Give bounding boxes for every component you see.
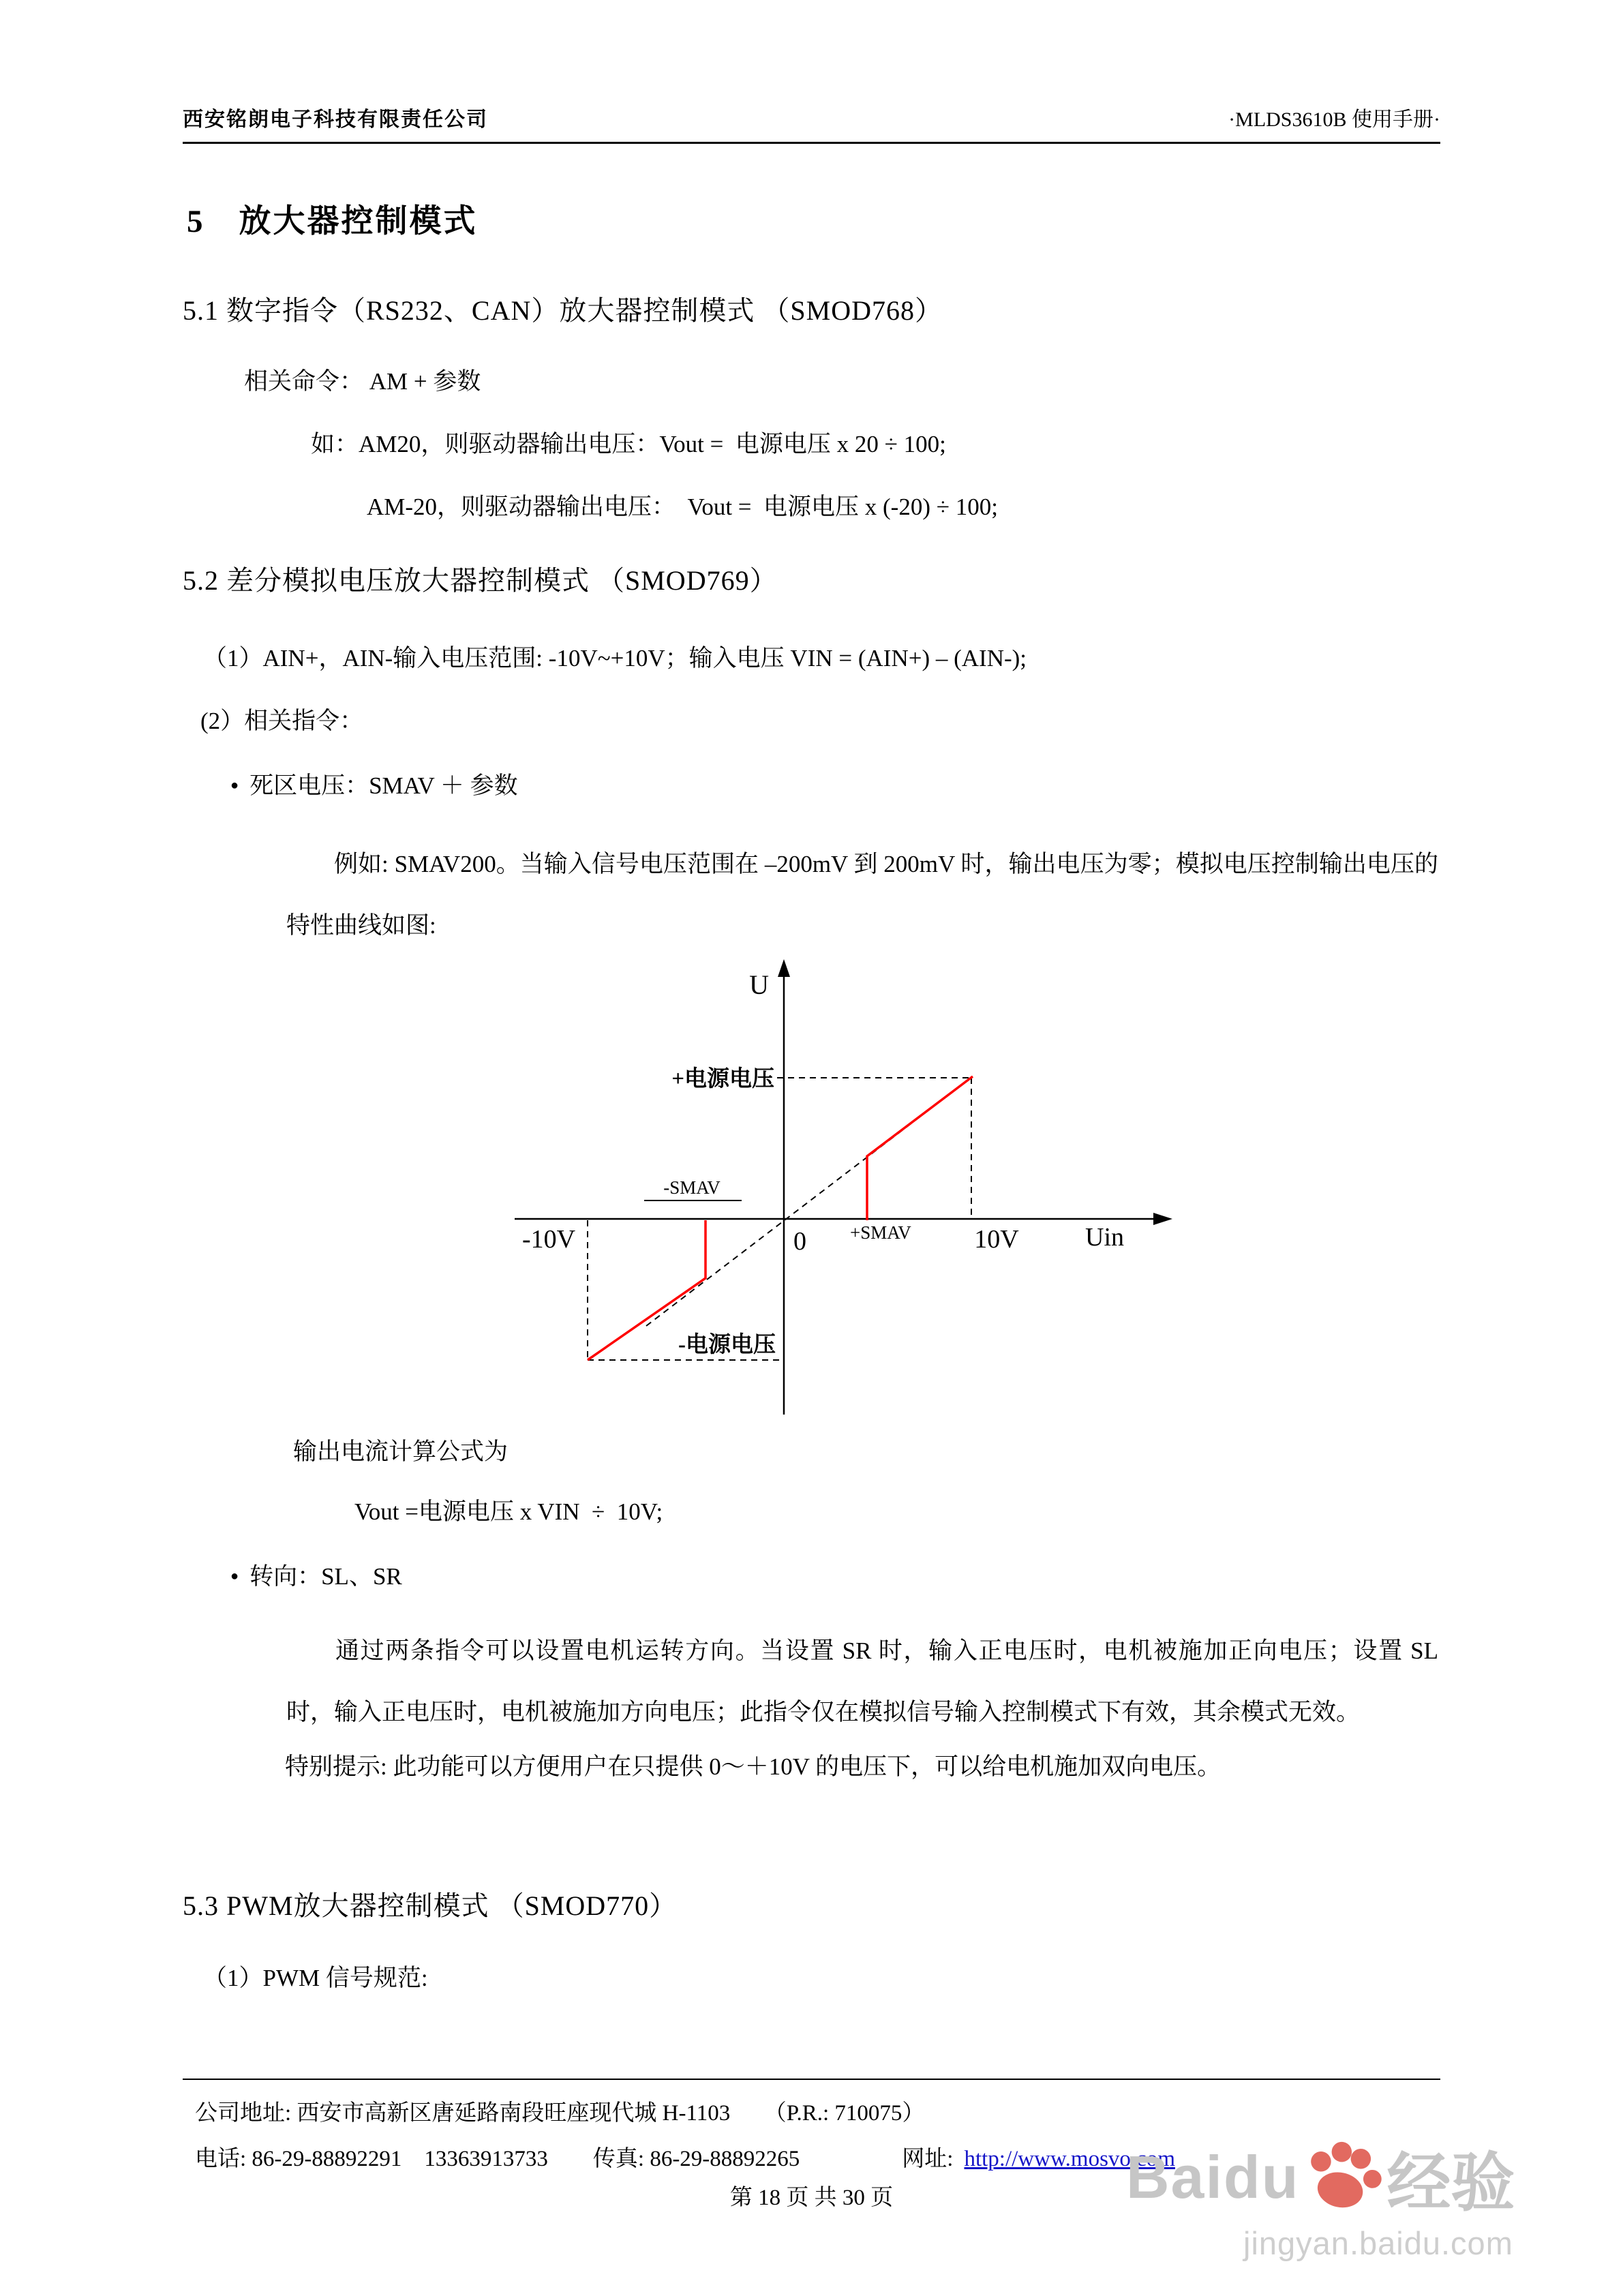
- formula-intro-line: 输出电流计算公式为: [293, 1438, 509, 1465]
- smav-pos-label: +SMAV: [850, 1222, 911, 1243]
- x-axis-arrow-icon: [1153, 1213, 1172, 1225]
- footer-phone-fax: 电话: 86-29-88892291 13363913733 传真: 86-29-88892265: [195, 2147, 800, 2172]
- page-number: 第 18 页 共 30 页: [729, 2186, 894, 2211]
- footer-address-line: 公司地址: 西安市高新区唐延路南段旺座现代城 H-1103 （P.R.: 710075）: [195, 2100, 925, 2126]
- transfer-curve-positive: [867, 1076, 973, 1220]
- supply-pos-label: +电源电压: [671, 1066, 774, 1091]
- header-company: 西安铭朗电子科技有限责任公司: [183, 108, 488, 131]
- deadzone-command-label: 死区电压：SMAV ＋ 参数: [249, 772, 518, 799]
- origin-label: 0: [793, 1226, 806, 1256]
- header-manual-title: ·MLDS3610B 使用手册·: [1228, 108, 1440, 131]
- footer-website-link[interactable]: http://www.mosvo.com: [964, 2147, 1175, 2172]
- section-5-3-heading: 5.3 PWM放大器控制模式 （SMOD770）: [183, 1890, 678, 1921]
- section-5-1-heading: 5.1 数字指令（RS232、CAN）放大器控制模式 （SMOD768）: [183, 295, 943, 326]
- footer-divider: [183, 2079, 1440, 2080]
- paw-icon: [1284, 2122, 1402, 2233]
- transfer-curve-figure: [436, 956, 1220, 1427]
- ain-range-line: （1）AIN+，AIN-输入电压范围: -10V~+10V；输入电压 VIN = (AIN+) – (AIN-);: [203, 644, 1027, 671]
- section-5-title: 5 放大器控制模式: [187, 204, 478, 239]
- deadzone-description: 例如: SMAV200。当输入信号电压范围在 –200mV 到 200mV 时，输出电压为零；模拟电压控制输出电压的特性曲线如图:: [286, 850, 1438, 939]
- special-note-line: 特别提示: 此功能可以方便用户在只提供 0～＋10V 的电压下，可以给电机施加双向电压。: [285, 1753, 1222, 1781]
- bullet-icon: ●: [230, 777, 239, 793]
- example-am20-line: 如：AM20，则驱动器输出电压：Vout = 电源电压 x 20 ÷ 100;: [311, 431, 946, 458]
- bullet-icon: ●: [230, 1569, 239, 1584]
- watermark-brand-cn: 经验: [1386, 2147, 1515, 2218]
- related-command-line: 相关命令： AM + 参数: [244, 368, 481, 395]
- smav-neg-label: -SMAV: [663, 1177, 721, 1198]
- footer-web-label: 网址:: [902, 2147, 954, 2172]
- deadzone-bullet: [230, 767, 1440, 801]
- watermark-brand-row: [1126, 2131, 1617, 2223]
- watermark-brand-latin: Baidu: [1126, 2143, 1300, 2211]
- y-axis-arrow-icon: [778, 959, 790, 977]
- x-neg-tick-label: -10V: [521, 1224, 576, 1254]
- supply-neg-label: -电源电压: [678, 1332, 776, 1357]
- y-axis-label: U: [749, 969, 769, 1000]
- section-5-2-heading: 5.2 差分模拟电压放大器控制模式 （SMOD769）: [183, 564, 778, 596]
- turn-command-label: 转向：SL、SR: [249, 1563, 402, 1590]
- turn-bullet: [230, 1558, 1440, 1592]
- watermark-site-url: jingyan.baidu.com: [1243, 2225, 1513, 2261]
- page-header: [183, 102, 1440, 132]
- turn-description: 通过两条指令可以设置电机运转方向。当设置 SR 时，输入正电压时，电机被施加正向电压；设置 SL 时，输入正电压时，电机被施加方向电压；此指令仅在模拟信号输入控制模式下有效，其余模式无效。: [286, 1637, 1438, 1726]
- x-pos-tick-label: 10V: [974, 1224, 1019, 1254]
- header-divider: [183, 142, 1440, 144]
- related-instructions-line: (2）相关指令：: [200, 707, 364, 734]
- x-axis-label: Uin: [1085, 1222, 1124, 1252]
- example-am-20-line: AM-20，则驱动器输出电压： Vout = 电源电压 x (-20) ÷ 100;: [367, 494, 998, 521]
- vout-formula-line: Vout =电源电压 x VIN ÷ 10V;: [354, 1498, 663, 1526]
- baidu-watermark: [1126, 2131, 1617, 2262]
- pwm-spec-line: （1）PWM 信号规范:: [203, 1964, 428, 1991]
